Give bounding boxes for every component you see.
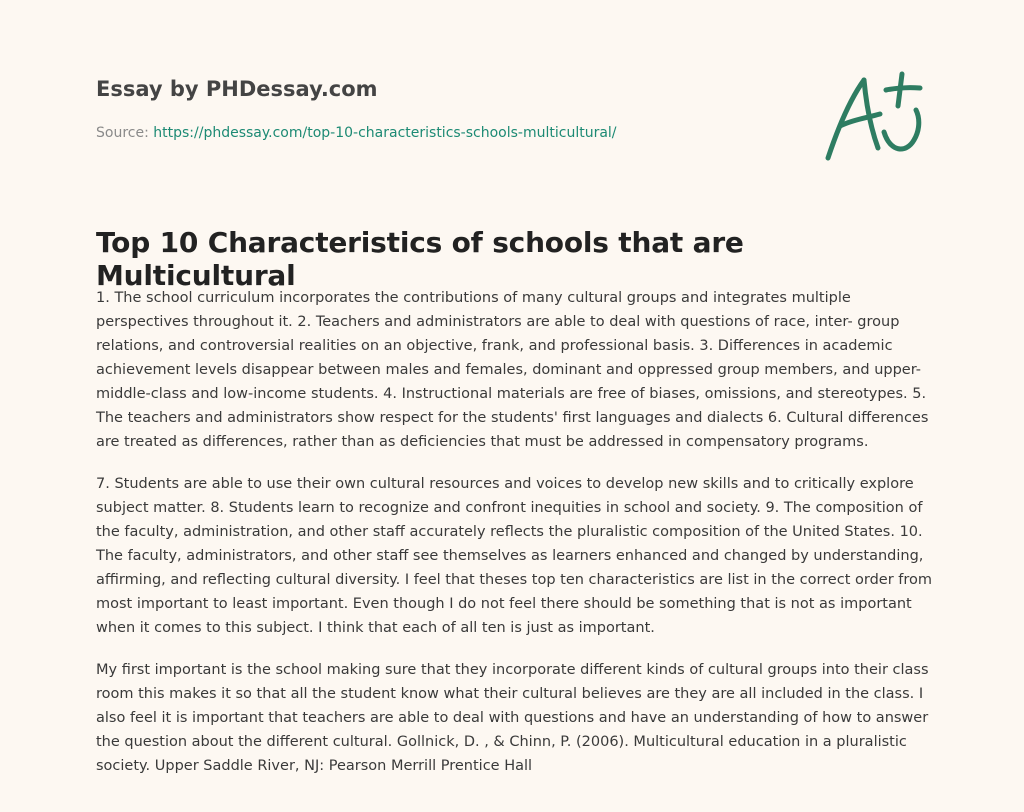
site-brand: Essay by PHDessay.com: [96, 77, 378, 101]
essay-title: Top 10 Characteristics of schools that are Multicultural: [96, 226, 744, 292]
essay-paragraph-2: 7. Students are able to use their own cultural resources and voices to develop new skills and to critically explore subject matter. 8. Students learn to recognize and confront inequities in school and society. 9. The composition of the faculty, administration, and other staff accurately reflects the pluralistic composition of the United States. 10. The faculty, administrators, and other staff see themselves as learners enhanced and changed by understanding, affirming, and reflecting cultural diversity. I feel that theses top ten characteristics are list in the correct order from most important to least important. Even though I do not feel there should be something that is not as important when it comes to this subject. I think that each of all ten is just as important.: [96, 476, 933, 636]
essay-paragraph-1: 1. The school curriculum incorporates the contributions of many cultural groups and integrates multiple perspectives throughout it. 2. Teachers and administrators are able to deal with questions of race, inter- group relations, and controversial realities on an objective, frank, and professional basis. 3. Differences in academic achievement levels disappear between males and females, dominant and oppressed group members, and upper-middle-class and low-income students. 4. Instructional materials are free of biases, omissions, and stereotypes. 5. The teachers and administrators show respect for the students' first languages and dialects 6. Cultural differences are treated as differences, rather than as deficiencies that must be addressed in compensatory programs.: [96, 290, 929, 450]
source-label: Source:: [96, 125, 149, 141]
a-plus-grade-icon: [822, 68, 928, 166]
source-link[interactable]: https://phdessay.com/top-10-characteristics-schools-multicultural/: [153, 125, 617, 141]
source-line: [96, 125, 617, 141]
essay-body: [96, 286, 934, 796]
essay-paragraph-3: My first important is the school making sure that they incorporate different kinds of cultural groups into their class room this makes it so that all the student know what their cultural believes are they are all included in the class. I also feel it is important that teachers are able to deal with questions and have an understanding of how to answer the question about the different cultural. Gollnick, D. , & Chinn, P. (2006). Multicultural education in a pluralistic society. Upper Saddle River, NJ: Pearson Merrill Prentice Hall: [96, 662, 929, 774]
